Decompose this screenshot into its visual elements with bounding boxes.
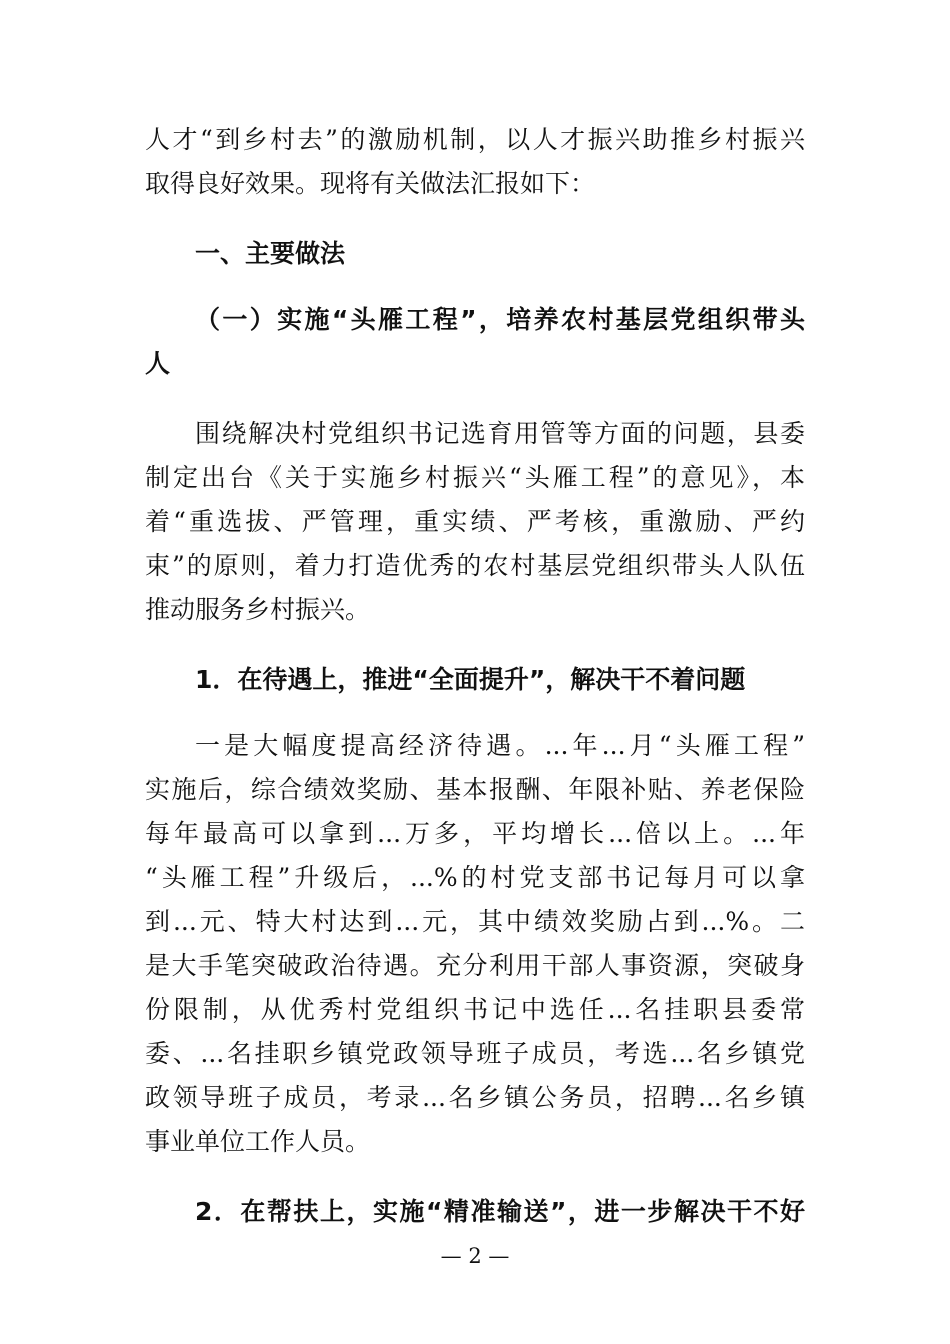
text-line: “头雁工程”升级后，...%的村党支部书记每月可以拿	[145, 863, 805, 892]
text-line: 人才“到乡村去”的激励机制，以人才振兴助推乡村振兴	[145, 125, 805, 154]
body-paragraph-1	[145, 412, 805, 632]
text-line: 到...元、特大村达到...元，其中绩效奖励占到...%。二	[145, 907, 805, 936]
page-number: — 2 —	[440, 1244, 510, 1268]
document-page	[145, 118, 805, 1234]
item-heading-1: 1．在待遇上，推进“全面提升”，解决干不着问题	[195, 665, 746, 694]
text-line: 委、...名挂职乡镇党政领导班子成员，考选...名乡镇党	[145, 1039, 805, 1068]
text-line: 推动服务乡村振兴。	[145, 595, 371, 624]
section-heading: 一、主要做法	[195, 239, 346, 268]
text-line: 是大手笔突破政治待遇。充分利用干部人事资源，突破身	[145, 951, 805, 980]
text-line: 围绕解决村党组织书记选育用管等方面的问题，县委	[195, 419, 805, 448]
item-heading-2: 2．在帮扶上，实施“精准输送”，进一步解决干不好	[195, 1197, 805, 1226]
text-line: 着“重选拔、严管理，重实绩、严考核，重激励、严约	[145, 507, 805, 536]
text-line: 一是大幅度提高经济待遇。...年...月“头雁工程”	[195, 731, 805, 760]
intro-paragraph	[145, 118, 805, 206]
text-line: 政领导班子成员，考录...名乡镇公务员，招聘...名乡镇	[145, 1083, 805, 1112]
text-line: 每年最高可以拿到...万多，平均增长...倍以上。...年	[145, 819, 805, 848]
text-line: 束”的原则，着力打造优秀的农村基层党组织带头人队伍	[145, 551, 805, 580]
text-line: 事业单位工作人员。	[145, 1127, 371, 1156]
text-line: 份限制，从优秀村党组织书记中选任...名挂职县委常	[145, 995, 805, 1024]
heading-line: 人	[145, 349, 171, 378]
text-line: 取得良好效果。现将有关做法汇报如下：	[145, 169, 596, 198]
text-line: 制定出台《关于实施乡村振兴“头雁工程”的意见》，本	[145, 463, 805, 492]
sub-heading	[145, 298, 805, 386]
heading-line: （一）实施“头雁工程”，培养农村基层党组织带头	[195, 305, 805, 334]
body-paragraph-2	[145, 724, 805, 1164]
text-line: 实施后，综合绩效奖励、基本报酬、年限补贴、养老保险	[145, 775, 805, 804]
